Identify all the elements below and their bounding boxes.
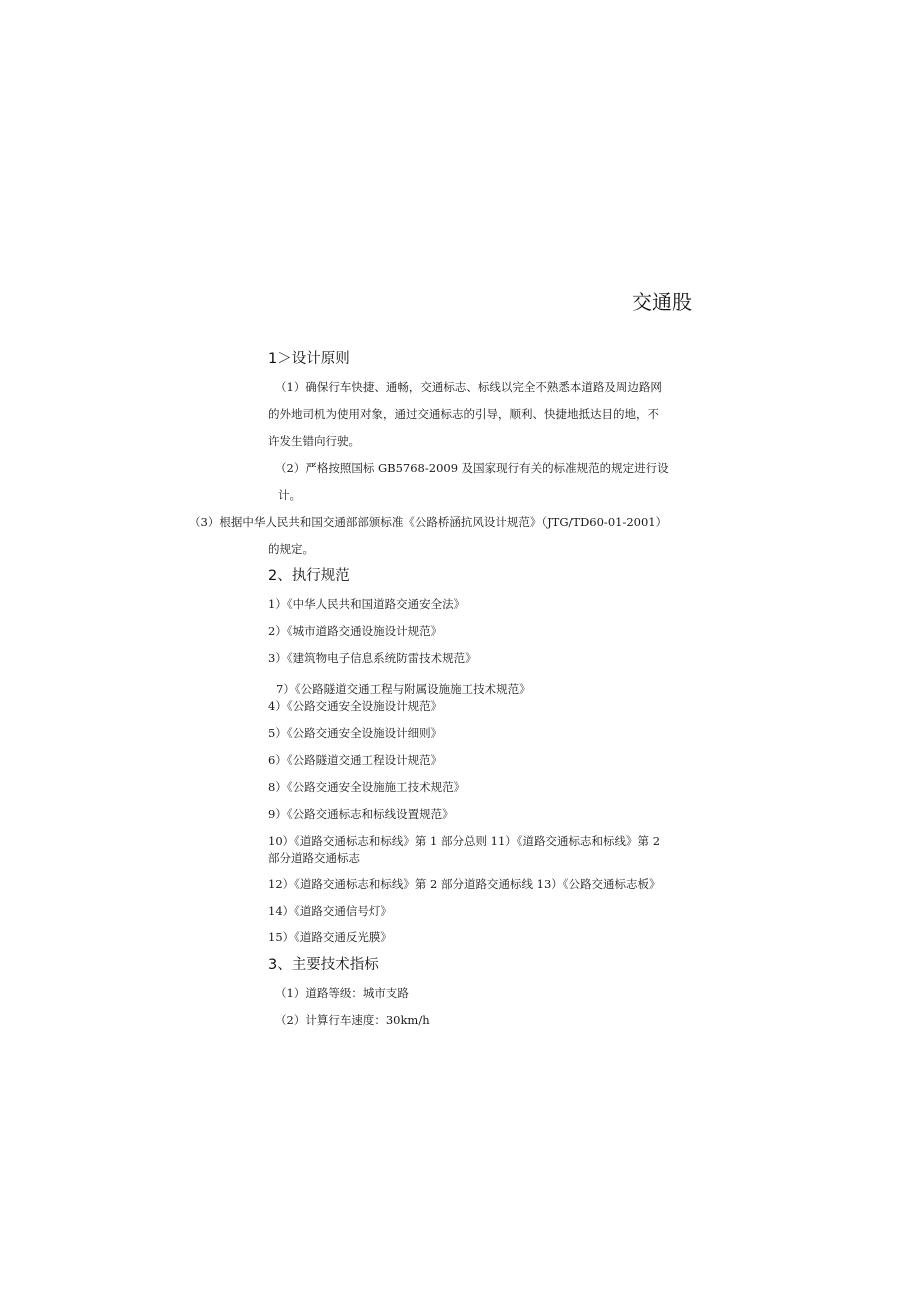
page-title: 交通股 [632, 290, 692, 314]
list-item: 2）《城市道路交通设施设计规范》 [268, 624, 443, 638]
list-item: 部分道路交通标志 [268, 851, 360, 865]
list-item: 4）《公路交通安全设施设计规范》 [268, 699, 443, 713]
paragraph-line: 计。 [278, 488, 301, 502]
paragraph-line: （3）根据中华人民共和国交通部部颁标准《公路桥涵抗风设计规范》（JTG/TD60-01-2001） [189, 515, 668, 529]
list-item: 14）《道路交通信号灯》 [268, 904, 392, 918]
section-heading-standards: 2、执行规范 [268, 568, 350, 584]
list-item: （2）计算行车速度：30km/h [275, 1013, 430, 1027]
paragraph-line: （2）严格按照国标 GB5768-2009 及国家现行有关的标准规范的规定进行设 [275, 461, 669, 475]
list-item: 15）《道路交通反光膜》 [268, 930, 392, 944]
list-item: 12）《道路交通标志和标线》第 2 部分道路交通标线 13）《公路交通标志板》 [268, 877, 661, 891]
paragraph-line: 许发生错向行驶。 [268, 434, 360, 448]
list-item: 10）《道路交通标志和标线》第 1 部分总则 11）《道路交通标志和标线》第 2 [268, 834, 661, 848]
paragraph-line: （1）确保行车快捷、通畅，交通标志、标线以完全不熟悉本道路及周边路网 [275, 380, 662, 394]
list-item: 1）《中华人民共和国道路交通安全法》 [268, 597, 466, 611]
list-item: 6）《公路隧道交通工程设计规范》 [268, 753, 443, 767]
section-heading-design-principles: 1＞设计原则 [268, 351, 350, 367]
list-item: （1）道路等级：城市支路 [275, 986, 409, 1000]
list-item: 7）《公路隧道交通工程与附属设施施工技术规范》 [276, 682, 531, 696]
list-item: 3）《建筑物电子信息系统防雷技术规范》 [268, 651, 477, 665]
section-heading-technical-indicators: 3、主要技术指标 [268, 957, 379, 973]
list-item: 9）《公路交通标志和标线设置规范》 [268, 807, 454, 821]
list-item: 8）《公路交通安全设施施工技术规范》 [268, 780, 466, 794]
paragraph-line: 的规定。 [268, 542, 314, 556]
paragraph-line: 的外地司机为使用对象，通过交通标志的引导，顺利、快捷地抵达目的地，不 [268, 407, 659, 421]
list-item: 5）《公路交通安全设施设计细则》 [268, 726, 443, 740]
